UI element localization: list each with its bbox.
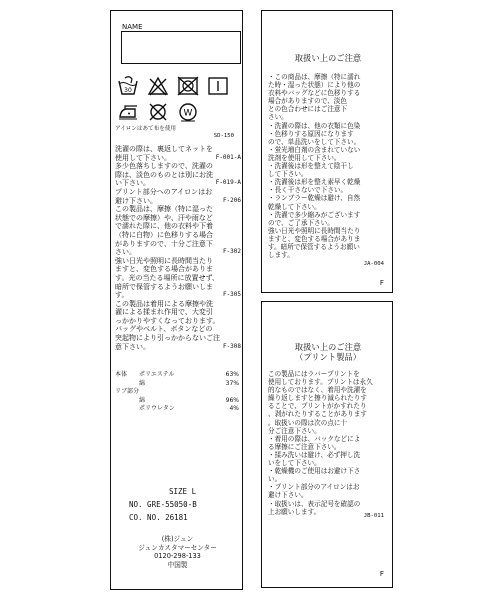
material-fiber: ポリウレタン xyxy=(139,405,175,413)
care-line-text: す。 xyxy=(115,291,129,300)
caution-line: ので、単品洗いをして下さい。 xyxy=(268,137,361,146)
care-line xyxy=(115,334,241,343)
material-fiber: 綿 xyxy=(139,396,146,404)
care-line-text: この製品は着用による摩擦や洗 xyxy=(115,299,213,308)
print-caution-f-mark: F xyxy=(379,570,384,578)
print-caution-line: ・プリント部分のアイロンはお xyxy=(268,483,360,492)
caution-line: ますと、変色する場合がありま xyxy=(268,234,361,243)
care-line-text: い下さい。 xyxy=(115,179,150,188)
care-line-code: F-308 xyxy=(222,342,241,350)
caution-lines xyxy=(268,73,390,259)
print-caution-line: ・揉み洗いは避け、必ず押し洗 xyxy=(268,450,361,459)
material-percent: 96% xyxy=(225,396,239,404)
print-caution-line: ・着用の際は、バックなどによ xyxy=(268,434,361,443)
footer-line: 中国製 xyxy=(167,560,188,569)
print-caution-line: 的なものではなく、着用や洗濯を xyxy=(268,386,367,395)
care-caution-tag xyxy=(261,10,393,293)
print-caution-line: 、剥がれたりすることがあります xyxy=(268,410,367,419)
company-footer xyxy=(111,535,244,569)
print-caution-line: 。取扱いの際は次の点に十 xyxy=(268,418,348,427)
care-line-text: ますと、変色する場合がありま xyxy=(115,265,213,274)
care-line xyxy=(115,291,241,300)
care-line xyxy=(115,188,241,197)
footer-line: ジュンカスタマーセンター xyxy=(138,543,217,552)
caution-line: 乾燥して下さい。 xyxy=(268,202,321,211)
print-caution-line: ・取扱いは、表示記号を確認の xyxy=(268,499,361,508)
caution-line: ので、ご了承下さい。 xyxy=(268,218,334,227)
caution-line: 衣料やバッグなどに色移りする xyxy=(268,89,361,98)
iron-note: アイロンはあて布を使用 xyxy=(115,126,177,132)
care-line-text: っかかりやすくなっております。 xyxy=(115,316,220,325)
caution-line: ・この商品は、摩擦（特に濡れ xyxy=(268,73,361,81)
care-line xyxy=(115,197,241,206)
material-percent: 37% xyxy=(225,379,239,387)
print-caution-line: 繰り返しますと擦り減られたりす xyxy=(268,394,367,403)
care-line xyxy=(115,222,241,231)
care-line xyxy=(115,231,241,240)
material-fiber: ポリエステル xyxy=(139,371,175,378)
print-caution-tag xyxy=(261,301,393,588)
care-line-code: F-302 xyxy=(222,248,241,256)
caution-f-mark: F xyxy=(379,279,384,287)
care-line xyxy=(115,240,241,249)
caution-line: ・ランブラー乾燥は避け、自然 xyxy=(268,194,361,203)
print-caution-line: ることで、プリントがかすれたり xyxy=(268,402,367,411)
care-line xyxy=(115,283,241,292)
print-caution-title xyxy=(262,342,394,362)
name-write-box xyxy=(121,31,241,64)
material-row xyxy=(115,388,241,397)
care-line-text: 避け下さい。 xyxy=(115,196,157,205)
material-row xyxy=(115,380,241,389)
iron-low-icon xyxy=(117,101,139,123)
care-line-text: この製品は、摩擦（特に湿った xyxy=(115,205,213,214)
hand-wash-temp: 30 xyxy=(124,87,132,94)
material-row xyxy=(115,405,241,414)
caution-line: ・長く干さないで下さい。 xyxy=(268,186,348,195)
print-caution-line: 上お願いします。 xyxy=(268,507,321,516)
material-row xyxy=(115,371,241,380)
care-line-text: 暗所で保管するようお願いしま xyxy=(115,282,213,291)
print-caution-code: JB-011 xyxy=(363,513,384,519)
caution-line: さい。 xyxy=(268,113,288,122)
hand-wash-30-icon xyxy=(117,75,139,97)
care-line-text: 状態での摩擦）や、汗や雨など xyxy=(115,213,213,222)
caution-line: 洗剤を使用して下さい。 xyxy=(268,153,341,162)
footer-line: 0120-298-133 xyxy=(154,552,201,561)
care-line xyxy=(115,171,241,180)
no-tumble-dry-icon xyxy=(177,75,199,97)
care-line-text: 突起物により引っかからないご注 xyxy=(115,334,220,343)
care-line-code: F-019-A xyxy=(215,179,241,187)
caution-line: た時・湿った状態）により他の xyxy=(268,81,361,90)
care-line xyxy=(115,274,241,283)
care-line-text: す。光の当たる場所に放置せず、 xyxy=(115,273,219,282)
care-line xyxy=(115,300,241,309)
no-bleach-icon xyxy=(147,75,169,97)
material-part: 本体 xyxy=(115,371,128,378)
care-line xyxy=(115,308,241,317)
print-caution-line: 分ご注意下さい。 xyxy=(268,426,321,435)
print-caution-lines xyxy=(268,370,390,516)
care-line-text: 多少色落ちしますので、洗濯の xyxy=(115,162,213,171)
care-line xyxy=(115,179,241,188)
caution-line: ・洗濯後は形を整え素早く乾燥 xyxy=(268,178,361,187)
care-line xyxy=(115,154,241,163)
size-text: SIZE L xyxy=(169,487,197,496)
care-line-text: （特に白物）に色移りする場合 xyxy=(115,230,213,239)
wet-clean-letter: W xyxy=(183,108,193,119)
caution-line: します。 xyxy=(268,251,294,260)
material-percent: 63% xyxy=(225,371,239,378)
care-line-code: F-305 xyxy=(222,291,241,299)
care-line-text: バッグやベルト、ボタンなどの xyxy=(115,325,213,334)
print-caution-line: る摩擦にご注意下さい。 xyxy=(268,442,341,451)
caution-line: す。暗所で保管するようお願い xyxy=(268,242,360,251)
caution-line: ・蛍光増白剤の含まれていない xyxy=(268,145,361,154)
care-line-text: 濯による揉まれ作用で、大変引 xyxy=(115,308,213,317)
material-part: リブ部分 xyxy=(115,388,140,396)
care-line-code: F-001-A xyxy=(215,153,241,161)
care-line-code: F-206 xyxy=(222,196,241,204)
wet-clean-icon xyxy=(177,101,199,123)
care-line xyxy=(115,265,241,274)
care-line-text: 使用して下さい。 xyxy=(115,153,171,162)
print-caution-line: い。 xyxy=(268,475,282,484)
caution-line: ・色移りする原因になります xyxy=(268,129,354,138)
footer-line: (株)ジュン xyxy=(161,535,194,543)
print-caution-line: ・乾燥機のご使用はお避け下さ xyxy=(268,467,361,476)
care-instructions xyxy=(115,145,241,351)
iron-code: SD-150 xyxy=(213,133,234,139)
material-fiber: 綿 xyxy=(139,379,146,387)
care-line-text: 強い日光や照明に長時間当たり xyxy=(115,256,213,265)
material-row xyxy=(115,397,241,406)
print-caution-line: この製品にはラバープリントを xyxy=(268,370,360,378)
line-dry-icon xyxy=(207,75,229,97)
print-caution-line: 使用しております。プリントは永久 xyxy=(268,378,373,387)
material-composition xyxy=(115,371,241,414)
caution-line: との色合わせにはご注意下 xyxy=(268,105,348,114)
name-label: NAME xyxy=(122,23,143,31)
caution-line: して下さい。 xyxy=(268,170,308,179)
care-line-text: プリント部分へのアイロンはお xyxy=(115,187,213,196)
caution-line: ・洗濯後は形を整えて陰干し xyxy=(268,162,354,171)
caution-title: 取扱い上のご注意 xyxy=(294,53,362,63)
care-line xyxy=(115,248,241,257)
care-line xyxy=(115,325,241,334)
care-line xyxy=(115,343,241,352)
caution-line: ・洗濯の際は、他の衣類に色染 xyxy=(268,121,361,130)
care-line xyxy=(115,162,241,171)
care-line-text: で濡れた際に、他の衣料や下着 xyxy=(115,222,213,231)
print-caution-title-line1: 取扱い上のご注意 xyxy=(294,342,362,352)
care-line-text: がありますので、十分ご注意下 xyxy=(115,239,213,248)
caution-line: ・洗濯で多少縮みがございます xyxy=(268,210,361,219)
care-line-text: 洗濯の際は、裏返してネットを xyxy=(115,145,213,153)
no-dry-clean-icon xyxy=(147,101,169,123)
product-info xyxy=(129,485,197,524)
caution-code: JA-004 xyxy=(363,261,384,267)
material-percent: 4% xyxy=(229,405,239,413)
color-number: CO. NO. 26181 xyxy=(129,513,188,522)
care-line xyxy=(115,145,241,154)
caution-line: 場合がありますので、淡色 xyxy=(268,97,347,106)
print-caution-title-line2: （プリント製品） xyxy=(294,352,362,362)
caution-line: 強い日光や照明に長時間当たり xyxy=(268,226,361,235)
product-number: NO. GRE-55050-B xyxy=(129,500,197,509)
care-line xyxy=(115,205,241,214)
print-caution-line: いをして下さい。 xyxy=(268,459,321,468)
print-caution-line: 避け下さい。 xyxy=(268,491,308,500)
care-line-text: さい。 xyxy=(115,248,136,257)
care-label-main-tag xyxy=(110,10,243,590)
care-line-text: 意下さい。 xyxy=(115,342,150,351)
care-line-text: 際は、淡色のものとは別にお洗 xyxy=(115,170,213,179)
